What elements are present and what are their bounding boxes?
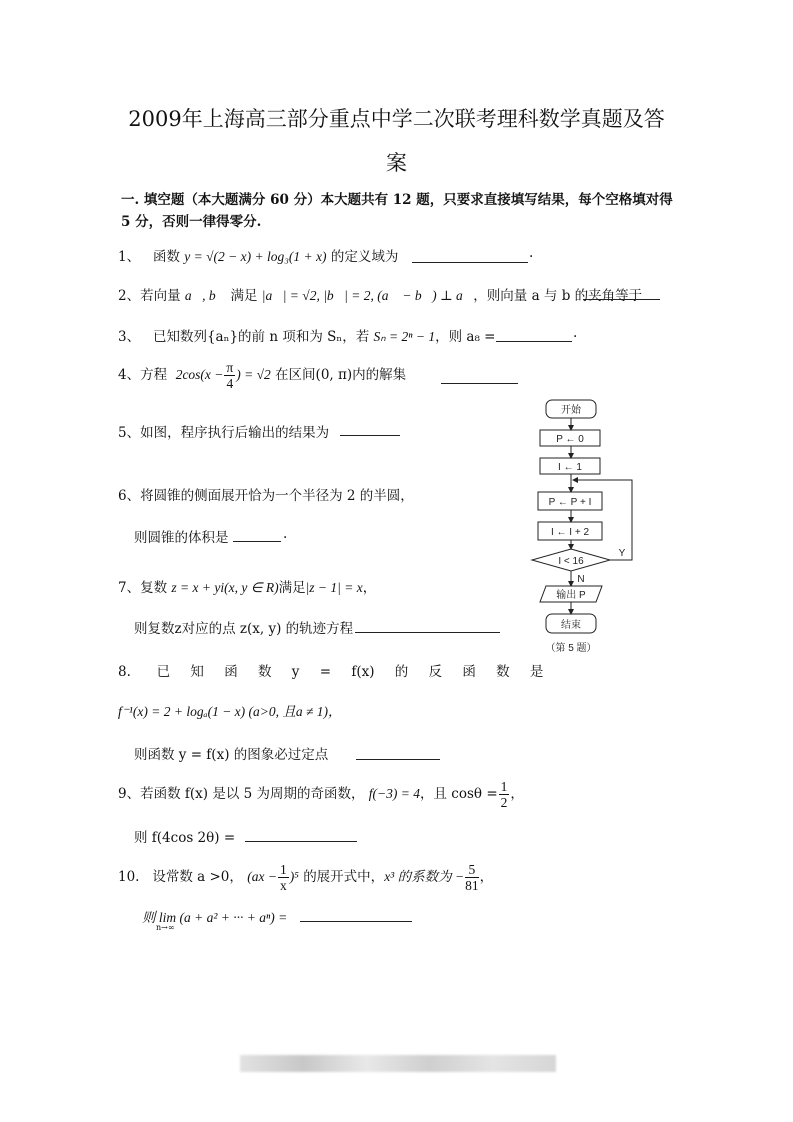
q4-frac-den: 4 [226,376,234,391]
q4-frac-num: π [226,360,234,375]
q2-answer-blank[interactable] [583,299,660,300]
flow-init-p-label: P ← 0 [556,434,584,445]
q9-text-line2: 则 f(4cos 2θ) = [134,830,236,846]
q4-formula-a: 2cos(x − [175,367,224,382]
q3-formula: Sₙ = 2ⁿ − 1 [373,329,436,344]
q1-number: 1、 [118,249,141,265]
q5-text: 如图，程序执行后输出的结果为 [140,425,330,441]
flow-update-p-label: P ← P + I [548,497,592,508]
q10-number: 10. [118,869,140,885]
q8-text: 已 知 函 数 y = f(x) 的 反 函 数 是 [156,664,544,680]
flow-yes-label: Y [618,548,626,559]
section-intro: 本大题共有 12 题，只要求直接填写结果，每个空格填对得 5 分，否则一律得零分. [121,192,673,230]
q10-frac2-num: 5 [465,862,479,878]
question-6 [118,484,414,504]
q7-text-mid: 满足 [278,580,306,596]
q3-answer-blank[interactable] [496,341,572,342]
q7-text-line2: 则复数z对应的点 z(x, y) 的轨迹方程 [134,621,354,637]
q8-number: 8. [118,664,131,680]
blurred-watermark [240,1055,556,1072]
q6-text-line2: 则圆锥的体积是 [134,530,229,546]
flow-end-label: 结束 [561,620,581,631]
q5-number: 5、 [118,425,141,441]
q10-formula-a: (ax − [247,869,277,884]
q7-text: 复数 [140,580,168,596]
q4-formula-b: ) = √2 [236,367,271,382]
flowchart [520,392,648,660]
flow-caption: （第 5 题） [545,643,597,654]
q6-text: 将圆锥的侧面展开恰为一个半径为 2 的半圆， [140,488,414,504]
q10-frac-num: 1 [279,862,287,877]
q10-fraction [278,862,289,893]
q9-formula: f(−3) = 4 [368,786,421,801]
question-6-line2 [134,526,229,546]
q9-number: 9、 [118,786,141,802]
q2-formula: |a⃗| = √2, |b⃗| = 2, (a⃗ − b⃗) ⊥ a⃗ [261,288,474,303]
q10-limit-subscript: n→∞ [156,923,175,932]
section-heading [121,189,681,233]
q5-answer-blank[interactable] [340,435,400,436]
page-title-cont: 案 [386,151,407,175]
q8-formula: f⁻¹(x) = 2 + logₐ(1 − x) (a>0, 且a ≠ 1)， [118,704,342,719]
q2-text-post: ，则向量 a 与 b 的夹角等于 [473,288,643,304]
flow-no-label: N [577,574,585,585]
q10-answer-blank[interactable] [300,921,412,922]
q4-number: 4、 [118,367,141,383]
q10-frac-den: x [279,878,287,893]
q10-coefficient: x³ 的系数为 − [384,869,465,884]
flow-update-i-label: I ← I + 2 [550,527,590,538]
q6-answer-blank[interactable] [233,541,281,542]
q6-number: 6、 [118,488,141,504]
q9-fraction [499,779,510,810]
q9-frac-den: 2 [500,795,508,810]
q1-text-post: 的定义域为 [330,249,399,265]
flow-start-label: 开始 [561,405,581,416]
q2-text: 若向量 [140,288,181,304]
question-8 [118,660,543,680]
q7-number: 7、 [118,580,141,596]
question-1 [118,245,398,265]
question-8-line3 [134,743,328,763]
q8-text-line3: 则函数 y = f(x) 的图象必过定点 [134,747,329,763]
question-2 [118,284,642,304]
question-8-line2 [118,700,342,720]
q2-text-mid: 满足 [230,288,258,304]
section-title: 一. 填空题（本大题满分 60 分） [121,192,321,208]
q8-answer-blank[interactable] [356,759,440,760]
flow-init-i-label: I ← 1 [558,462,582,473]
q10-frac2-den: 81 [465,878,479,893]
flow-condition-label: I < 16 [558,556,584,567]
question-7 [118,576,376,596]
question-3 [118,325,495,345]
q3-text-post: ，则 a₈ = [435,329,496,345]
q10-fraction2 [465,862,479,893]
q7-end: ， [362,580,377,596]
q4-text-post: 在区间(0, π)内的解集 [275,367,407,383]
q7-condition: |z − 1| = x [305,580,363,595]
page-title: 2009年上海高三部分重点中学二次联考理科数学真题及答 [128,107,665,131]
q3-end: . [573,325,578,341]
q4-fraction [224,360,235,391]
question-5 [118,421,329,441]
q7-formula: z = x + yi(x, y ∈ R) [171,580,279,595]
q1-answer-blank[interactable] [412,262,528,263]
q9-answer-blank[interactable] [245,841,357,842]
q1-end: . [529,245,534,261]
flow-output-label: 输出 P [556,590,586,601]
q9-frac-num: 1 [500,779,508,794]
question-7-line2 [134,617,353,637]
q4-text: 方程 [140,367,168,383]
q1-formula: y = √(2 − x) + log₃(1 + x) [184,249,327,264]
q2-number: 2、 [118,288,141,304]
question-9 [118,779,524,810]
q10-text-mid: 的展开式中， [303,869,385,885]
q3-text: 已知数列{aₙ}的前 n 项和为 Sₙ，若 [152,329,370,345]
q4-answer-blank[interactable] [441,383,518,384]
q6-end: . [283,526,288,542]
q3-number: 3、 [118,329,141,345]
q10-text: 设常数 a >0， [152,869,243,885]
q1-text: 函数 [152,249,180,265]
q10-end: ， [479,869,494,885]
q9-text-post: ，且 cosθ = [420,786,498,802]
q9-text: 若函数 f(x) 是以 5 为周期的奇函数， [140,786,365,802]
q7-answer-blank[interactable] [355,632,500,633]
question-10 [118,862,493,893]
question-4 [118,360,406,391]
q10-formula-limit: 则 lim (a + a² + ··· + aⁿ) = [142,910,288,925]
q2-vectors: a⃗, b⃗ [184,288,227,303]
question-9-line2 [134,826,235,846]
q10-formula-b: )⁵ [289,869,299,884]
q9-end: ， [510,786,524,802]
